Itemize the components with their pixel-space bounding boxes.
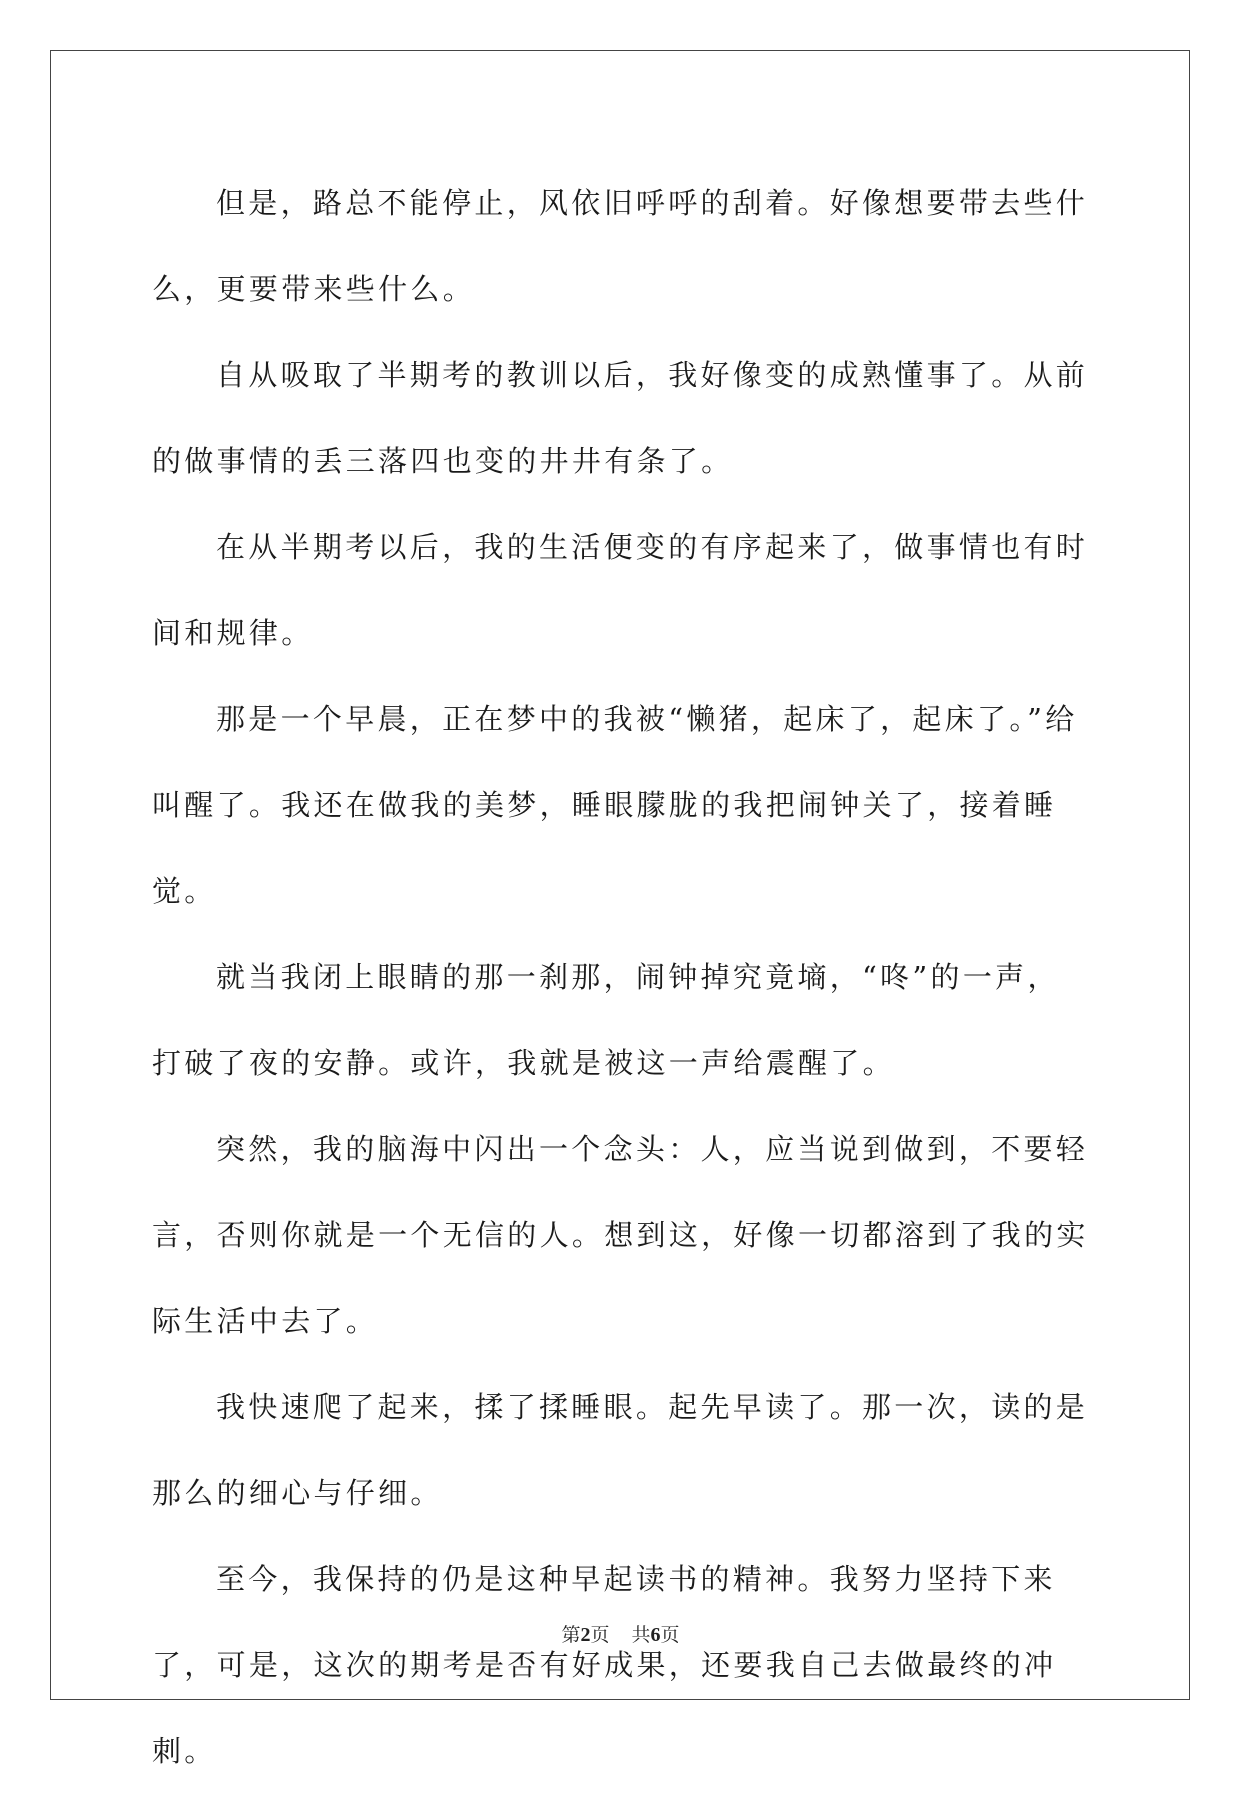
paragraph-7: 我快速爬了起来，揉了揉睡眼。起先早读了。那一次，读的是那么的细心与仔细。	[152, 1390, 1089, 1510]
total-prefix: 共	[631, 1624, 651, 1646]
page-prefix: 第	[561, 1624, 581, 1646]
paragraph-3: 在从半期考以后，我的生活便变的有序起来了，做事情也有时间和规律。	[152, 530, 1089, 650]
paragraph-1: 但是，路总不能停止，风依旧呼呼的刮着。好像想要带去些什么，更要带来些什么。	[152, 186, 1089, 306]
paragraph-6: 突然，我的脑海中闪出一个念头：人，应当说到做到，不要轻言，否则你就是一个无信的人。想到这，好像一切都溶到了我的实际生活中去了。	[152, 1132, 1089, 1338]
total-suffix: 页	[660, 1624, 680, 1646]
paragraph-2: 自从吸取了半期考的教训以后，我好像变的成熟懂事了。从前的做事情的丢三落四也变的井井有条了。	[152, 358, 1089, 478]
paragraph-4: 那是一个早晨，正在梦中的我被“懒猪，起床了，起床了。”给叫醒了。我还在做我的美梦，睡眼朦胧的我把闹钟关了，接着睡觉。	[152, 702, 1078, 908]
paragraph-5: 就当我闭上眼睛的那一刹那，闹钟掉究竟墒，“咚”的一声，打破了夜的安静。或许，我就是被这一声给震醒了。	[152, 960, 1060, 1080]
page-number: 2	[580, 1624, 591, 1646]
document-body	[152, 160, 1092, 1794]
paragraph-8: 至今，我保持的仍是这种早起读书的精神。我努力坚持下来了，可是，这次的期考是否有好成果，还要我自己去做最终的冲刺。	[152, 1562, 1057, 1768]
total-pages: 6	[650, 1624, 661, 1646]
page-suffix: 页	[590, 1624, 610, 1646]
page-footer	[0, 1620, 1241, 1647]
